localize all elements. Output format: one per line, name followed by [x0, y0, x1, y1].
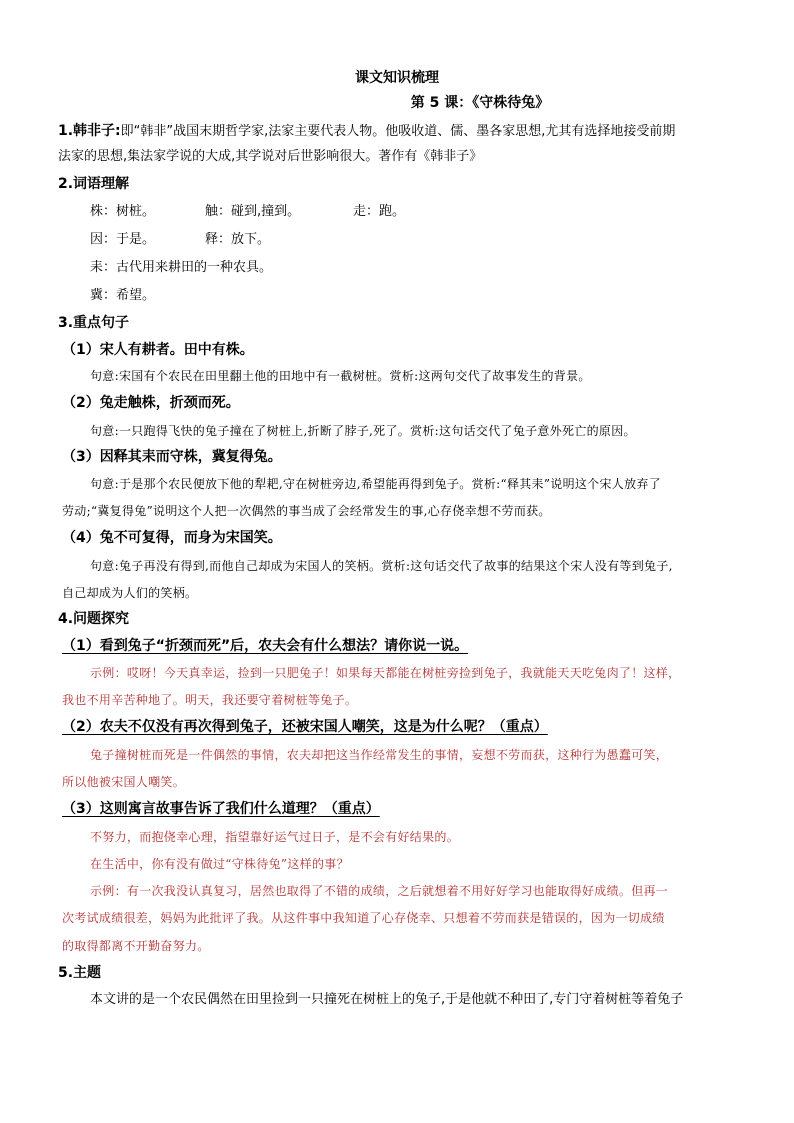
sentence-3-analysis-line-1: 句意:于是那个农民便放下他的犁耙,守在树桩旁边,希望能再得到兔子。赏析:“释其耒”说明这个宋人放弃了: [90, 477, 661, 491]
sentence-4: （4）兔不可复得，而身为宋国笑。: [62, 530, 282, 546]
vocab-chu: 触：碰到,撞到。: [205, 204, 301, 219]
question-3-example-line-3: 的取得都离不开勤奋努力。: [62, 939, 210, 953]
section-2-heading: 2.词语理解: [58, 176, 130, 192]
sentence-4-analysis-line-1: 句意:兔子再没有得到,而他自己却成为宋国人的笑柄。赏析:这句话交代了故事的结果这个宋人没有等到兔子,: [90, 559, 673, 573]
sentence-2: （2）兔走触株，折颈而死。: [62, 395, 240, 411]
section-3-heading: 3.重点句子: [58, 315, 130, 331]
vocab-ji: 冀：希望。: [90, 288, 156, 303]
sentence-3-analysis-line-2: 劳动;“冀复得兔”说明这个人把一次偶然的事当成了会经常发生的事,心存侥幸想不劳而获。: [62, 504, 551, 518]
vocab-zhu: 株：树桩。: [90, 204, 156, 219]
question-3-followup: 在生活中，你有没有做过“守株待兔”这样的事？: [90, 857, 349, 871]
question-3: （3）这则寓言故事告诉了我们什么道理？（重点）: [62, 801, 380, 817]
question-1: （1）看到兔子“折颈而死”后，农夫会有什么想法？请你说一说。: [62, 638, 469, 654]
question-3-example-line-2: 次考试成绩很差，妈妈为此批评了我。从这件事中我知道了心存侥幸、只想着不劳而获是错误的，因为一切成绩: [62, 911, 665, 925]
question-2: （2）农夫不仅没有再次得到兔子，还被宋国人嘲笑，这是为什么呢？（重点）: [62, 719, 548, 735]
section-1-text-line-1: 即“韩非”战国末期哲学家,法家主要代表人物。他吸收道、儒、墨各家思想,尤其有选择地接受前期: [120, 124, 676, 139]
sentence-2-analysis: 句意:一只跑得飞快的兔子撞在了树桩上,折断了脖子,死了。赏析:这句话交代了兔子意外死亡的原因。: [90, 424, 636, 438]
vocab-zou: 走：跑。: [353, 204, 406, 219]
theme-text: 本文讲的是一个农民偶然在田里捡到一只撞死在树桩上的兔子,于是他就不种田了,专门守着树桩等着兔子: [90, 992, 684, 1007]
vocab-yin: 因：于是。: [90, 232, 156, 247]
section-1-block: [58, 120, 675, 142]
question-3-example-line-1: 示例：有一次我没认真复习，居然也取得了不错的成绩，之后就想着不用好好学习也能取得好成绩。但再一: [90, 884, 669, 898]
section-1-heading: 1.韩非子:: [58, 123, 121, 139]
section-1-text-line-2: 法家的思想,集法家学说的大成,其学说对后世影响很大。著作有《韩非子》: [58, 149, 483, 164]
sentence-1: （1）宋人有耕者。田中有株。: [62, 342, 254, 358]
sentence-3: （3）因释其耒而守株，冀复得兔。: [62, 449, 282, 465]
sentence-4-analysis-line-2: 自己却成为人们的笑柄。: [62, 586, 198, 600]
question-3-answer: 不努力，而抱侥幸心理，指望靠好运气过日子，是不会有好结果的。: [90, 830, 460, 844]
question-2-answer-line-2: 所以他被宋国人嘲笑。: [62, 775, 186, 789]
lesson-title: 第 5 课：《守株待兔》: [410, 95, 550, 111]
section-5-heading: 5.主题: [58, 965, 102, 981]
vocab-lei: 耒：古代用来耕田的一种农具。: [90, 260, 273, 275]
question-2-answer-line-1: 兔子撞树桩而死是一件偶然的事情，农夫却把这当作经常发生的事情，妄想不劳而获，这种行为愚蠢可笑，: [90, 748, 669, 762]
question-1-answer-line-2: 我也不用辛苦种地了。明天，我还要守着树桩等兔子。: [62, 693, 358, 707]
question-1-answer-line-1: 示例：哎呀！今天真幸运，捡到一只肥兔子！如果每天都能在树桩旁捡到兔子，我就能天天吃兔肉了！这样，: [90, 666, 681, 680]
sentence-1-analysis: 句意:宋国有个农民在田里翻土他的田地中有一截树桩。赏析:这两句交代了故事发生的背景。: [90, 369, 591, 383]
page-title: 课文知识梳理: [355, 70, 439, 86]
section-4-heading: 4.问题探究: [58, 611, 130, 627]
vocab-shi: 释：放下。: [205, 232, 271, 247]
